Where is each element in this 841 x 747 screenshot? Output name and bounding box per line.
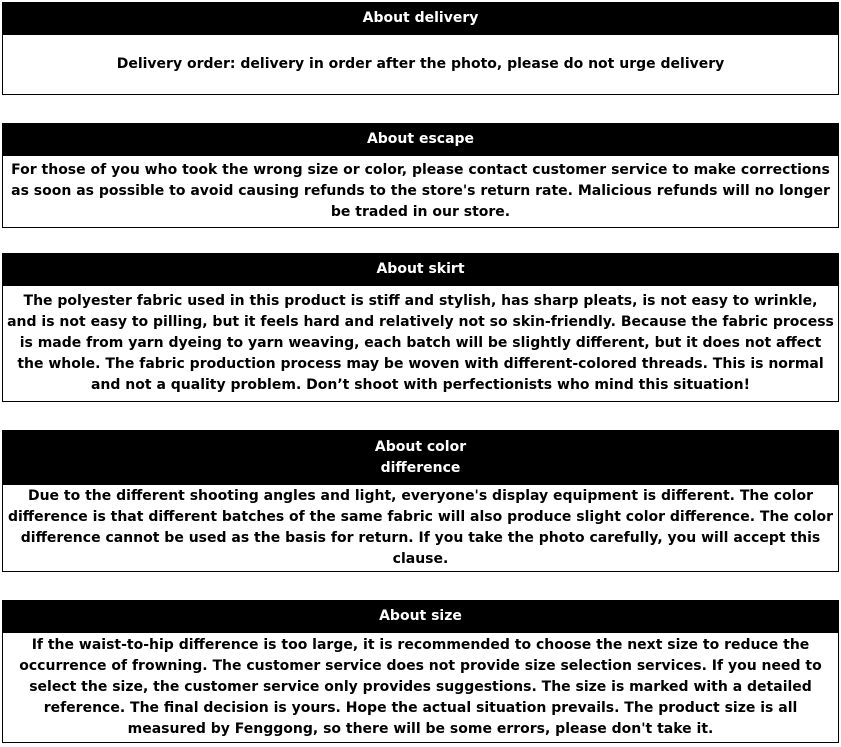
section-title xyxy=(375,437,466,479)
section-body xyxy=(2,633,839,743)
section-text: If the waist-to-hip difference is too large, it is recommended to choose the next size to reduce the occurrence of frowning. The customer service does not provide size selection services. If you need to select the size, the customer service only provides suggestions. The size is marked with a detailed reference. The final decision is yours. Hope the actual situation prevails. The product size is all measured by Fenggong, so there will be some errors, please don't take it. xyxy=(19,637,822,737)
section-title: About escape xyxy=(366,131,475,147)
section-text: Due to the different shooting angles and light, everyone's display equipment is different. The color difference is that different batches of the same fabric will also produce slight color difference. The color difference cannot be used as the basis for return. If you take the photo carefully, you will accept this clause. xyxy=(7,488,834,567)
section-about-size xyxy=(2,600,839,743)
section-text: For those of you who took the wrong size or color, please contact customer service to make corrections as soon as possible to avoid causing refunds to the store's return rate. Malicious refunds will no longer be traded in our store. xyxy=(11,162,830,220)
section-title: About size xyxy=(379,608,462,624)
section-title-line1: About color xyxy=(374,438,467,455)
section-text: Delivery order: delivery in order after the photo, please do not urge delivery xyxy=(116,56,725,72)
section-about-escape xyxy=(2,123,839,228)
section-about-color-difference xyxy=(2,430,839,572)
section-header xyxy=(2,253,839,286)
section-about-delivery xyxy=(2,2,839,95)
section-text: The polyester fabric used in this product is stiff and stylish, has sharp pleats, is not easy to wrinkle, and is not easy to pilling, but it feels hard and relatively not so skin-friendly. Because the fabric process is made from yarn dyeing to yarn weaving, each batch will be slightly different, but it does not affect the whole. The fabric production process may be woven with different-colored threads. This is normal and not a quality problem. Don’t shoot with perfectionists who mind this situation! xyxy=(7,293,834,393)
section-about-skirt xyxy=(2,253,839,402)
section-body xyxy=(2,35,839,95)
section-body xyxy=(2,156,839,228)
section-header xyxy=(2,123,839,156)
section-header xyxy=(2,2,839,35)
section-title-line2: difference xyxy=(380,459,461,476)
section-body xyxy=(2,286,839,402)
section-body xyxy=(2,485,839,572)
section-header xyxy=(2,600,839,633)
section-title: About skirt xyxy=(376,261,465,277)
section-header xyxy=(2,430,839,485)
section-title: About delivery xyxy=(362,10,479,26)
